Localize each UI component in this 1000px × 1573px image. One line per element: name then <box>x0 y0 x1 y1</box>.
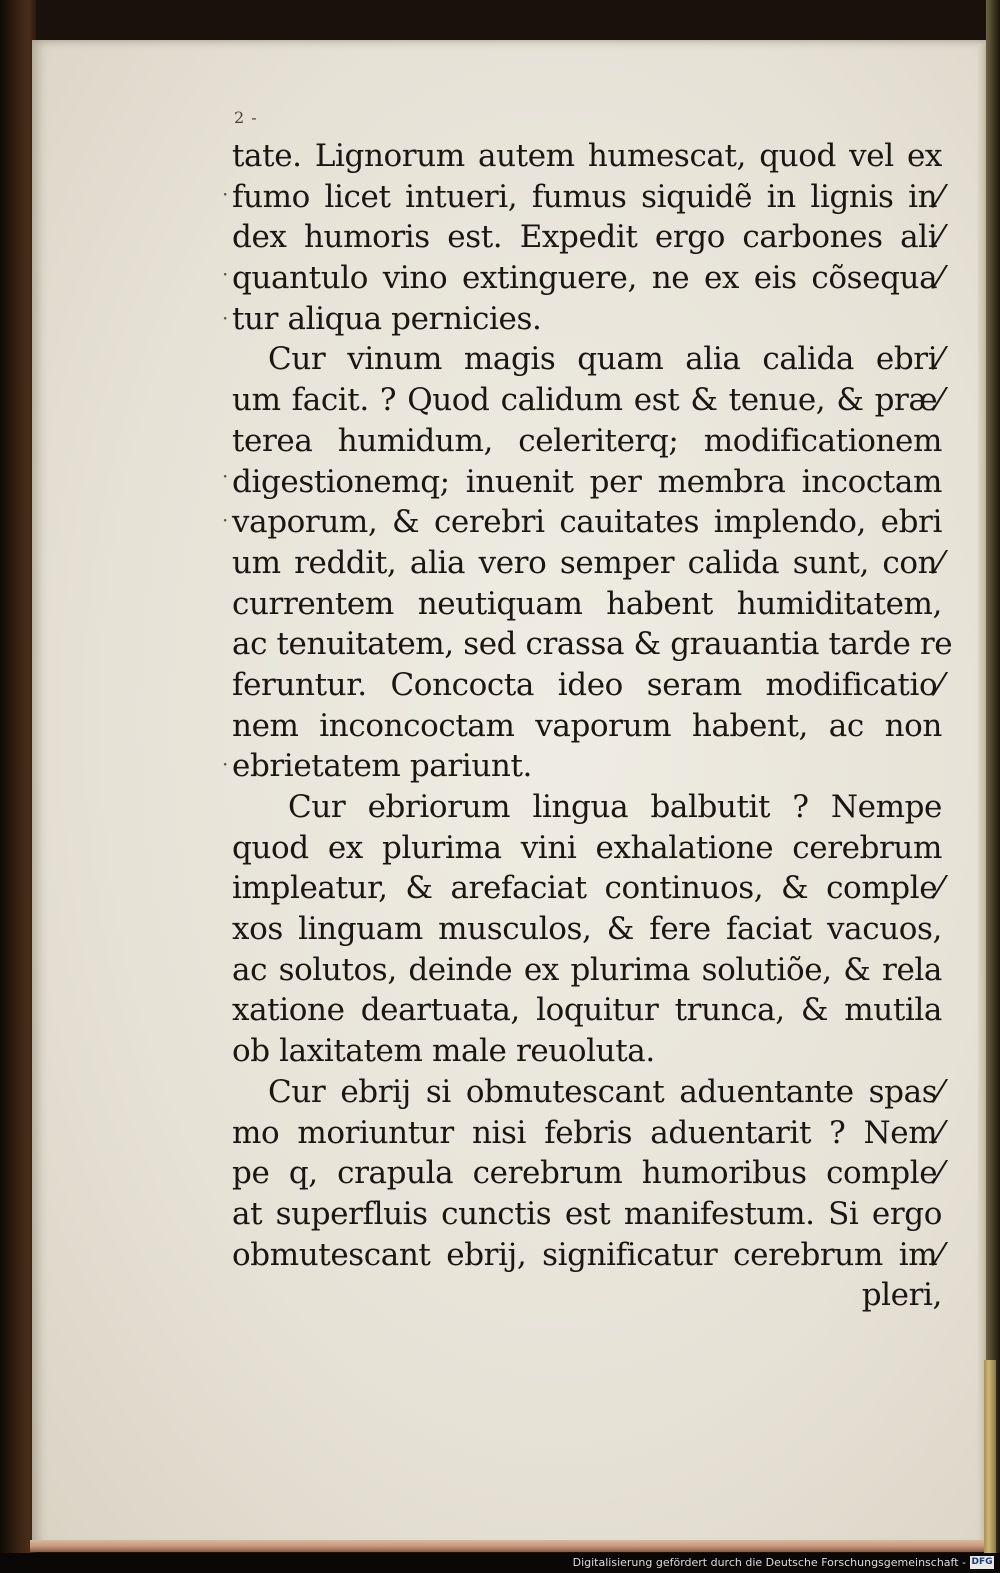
text-line: Cur ebrij si obmutescant aduentante spas⁄ <box>268 1073 942 1110</box>
text-line: nem inconcoctam vaporum habent, ac non <box>232 707 942 744</box>
text-line: at superfluis cunctis est manifestum. Si ergo <box>232 1195 942 1232</box>
funding-credit: Digitalisierung gefördert durch die Deutsche Forschungsgemeinschaft - <box>572 1556 966 1569</box>
text-line: um reddit, alia vero semper calida sunt, con⁄ <box>232 544 942 581</box>
book-cover-edge <box>0 0 36 1573</box>
dfg-logo: DFG <box>971 1557 993 1567</box>
text-line: feruntur. Concocta ideo seram modificatio⁄ <box>232 666 942 703</box>
text-line: ac solutos, deinde ex plurima solutiõe, & rela <box>232 951 942 988</box>
text-line: quod ex plurima vini exhalatione cerebrum <box>232 829 942 866</box>
margin-speck: · <box>222 182 229 206</box>
text-line: ob laxitatem male reuoluta. <box>232 1033 655 1070</box>
text-line: fumo licet intueri, fumus siquidẽ in lignis in⁄ <box>232 178 942 215</box>
text-line: Cur ebriorum lingua balbutit ? Nempe <box>288 789 942 825</box>
margin-speck: · <box>222 752 229 776</box>
text-line: obmutescant ebrij, significatur cerebrum im⁄ <box>232 1236 942 1273</box>
catchword: pleri, <box>861 1277 942 1314</box>
text-line: quantulo vino extinguere, ne ex eis cõsequa⁄ <box>232 260 942 297</box>
text-line: pe q, crapula cerebrum humoribus comple⁄ <box>232 1155 942 1192</box>
bookmark-ribbon <box>984 1360 996 1573</box>
text-line: tur aliqua pernicies. <box>232 300 542 337</box>
text-line: dex humoris est. Expedit ergo carbones ali⁄ <box>232 219 942 256</box>
text-line: mo moriuntur nisi febris aduentarit ? Nem⁄ <box>232 1114 942 1151</box>
text-line: um facit. ? Quod calidum est & tenue, & præ⁄ <box>232 382 942 419</box>
text-line: terea humidum, celeriterq; modificationem <box>232 422 942 459</box>
text-line: ac tenuitatem, sed crassa & grauantia tarde re <box>232 626 953 663</box>
text-line: vaporum, & cerebri cauitates implendo, ebri <box>232 504 942 541</box>
text-line: impleatur, & arefaciat continuos, & comple⁄ <box>232 870 942 907</box>
text-line: digestionemq; inuenit per membra incoctam <box>232 463 942 500</box>
text-line: ebrietatem pariunt. <box>232 748 532 785</box>
text-line: xos linguam musculos, & fere faciat vacuos, <box>232 911 942 948</box>
text-line: currentem neutiquam habent humiditatem, <box>232 585 942 622</box>
margin-speck: · <box>222 508 229 532</box>
text-line: tate. Lignorum autem humescat, quod vel ex <box>232 138 942 174</box>
text-line: xatione deartuata, loquitur trunca, & mutila <box>232 992 942 1029</box>
margin-speck: · <box>222 262 229 286</box>
signature-mark: 2 - <box>234 108 258 127</box>
margin-speck: · <box>222 306 229 330</box>
text-line: Cur vinum magis quam alia calida ebri⁄ <box>268 341 942 378</box>
margin-speck: · <box>222 464 229 488</box>
body-text <box>232 136 953 1316</box>
book-cover-edge-right <box>986 0 1000 1573</box>
page-edges-bottom <box>30 1540 988 1552</box>
